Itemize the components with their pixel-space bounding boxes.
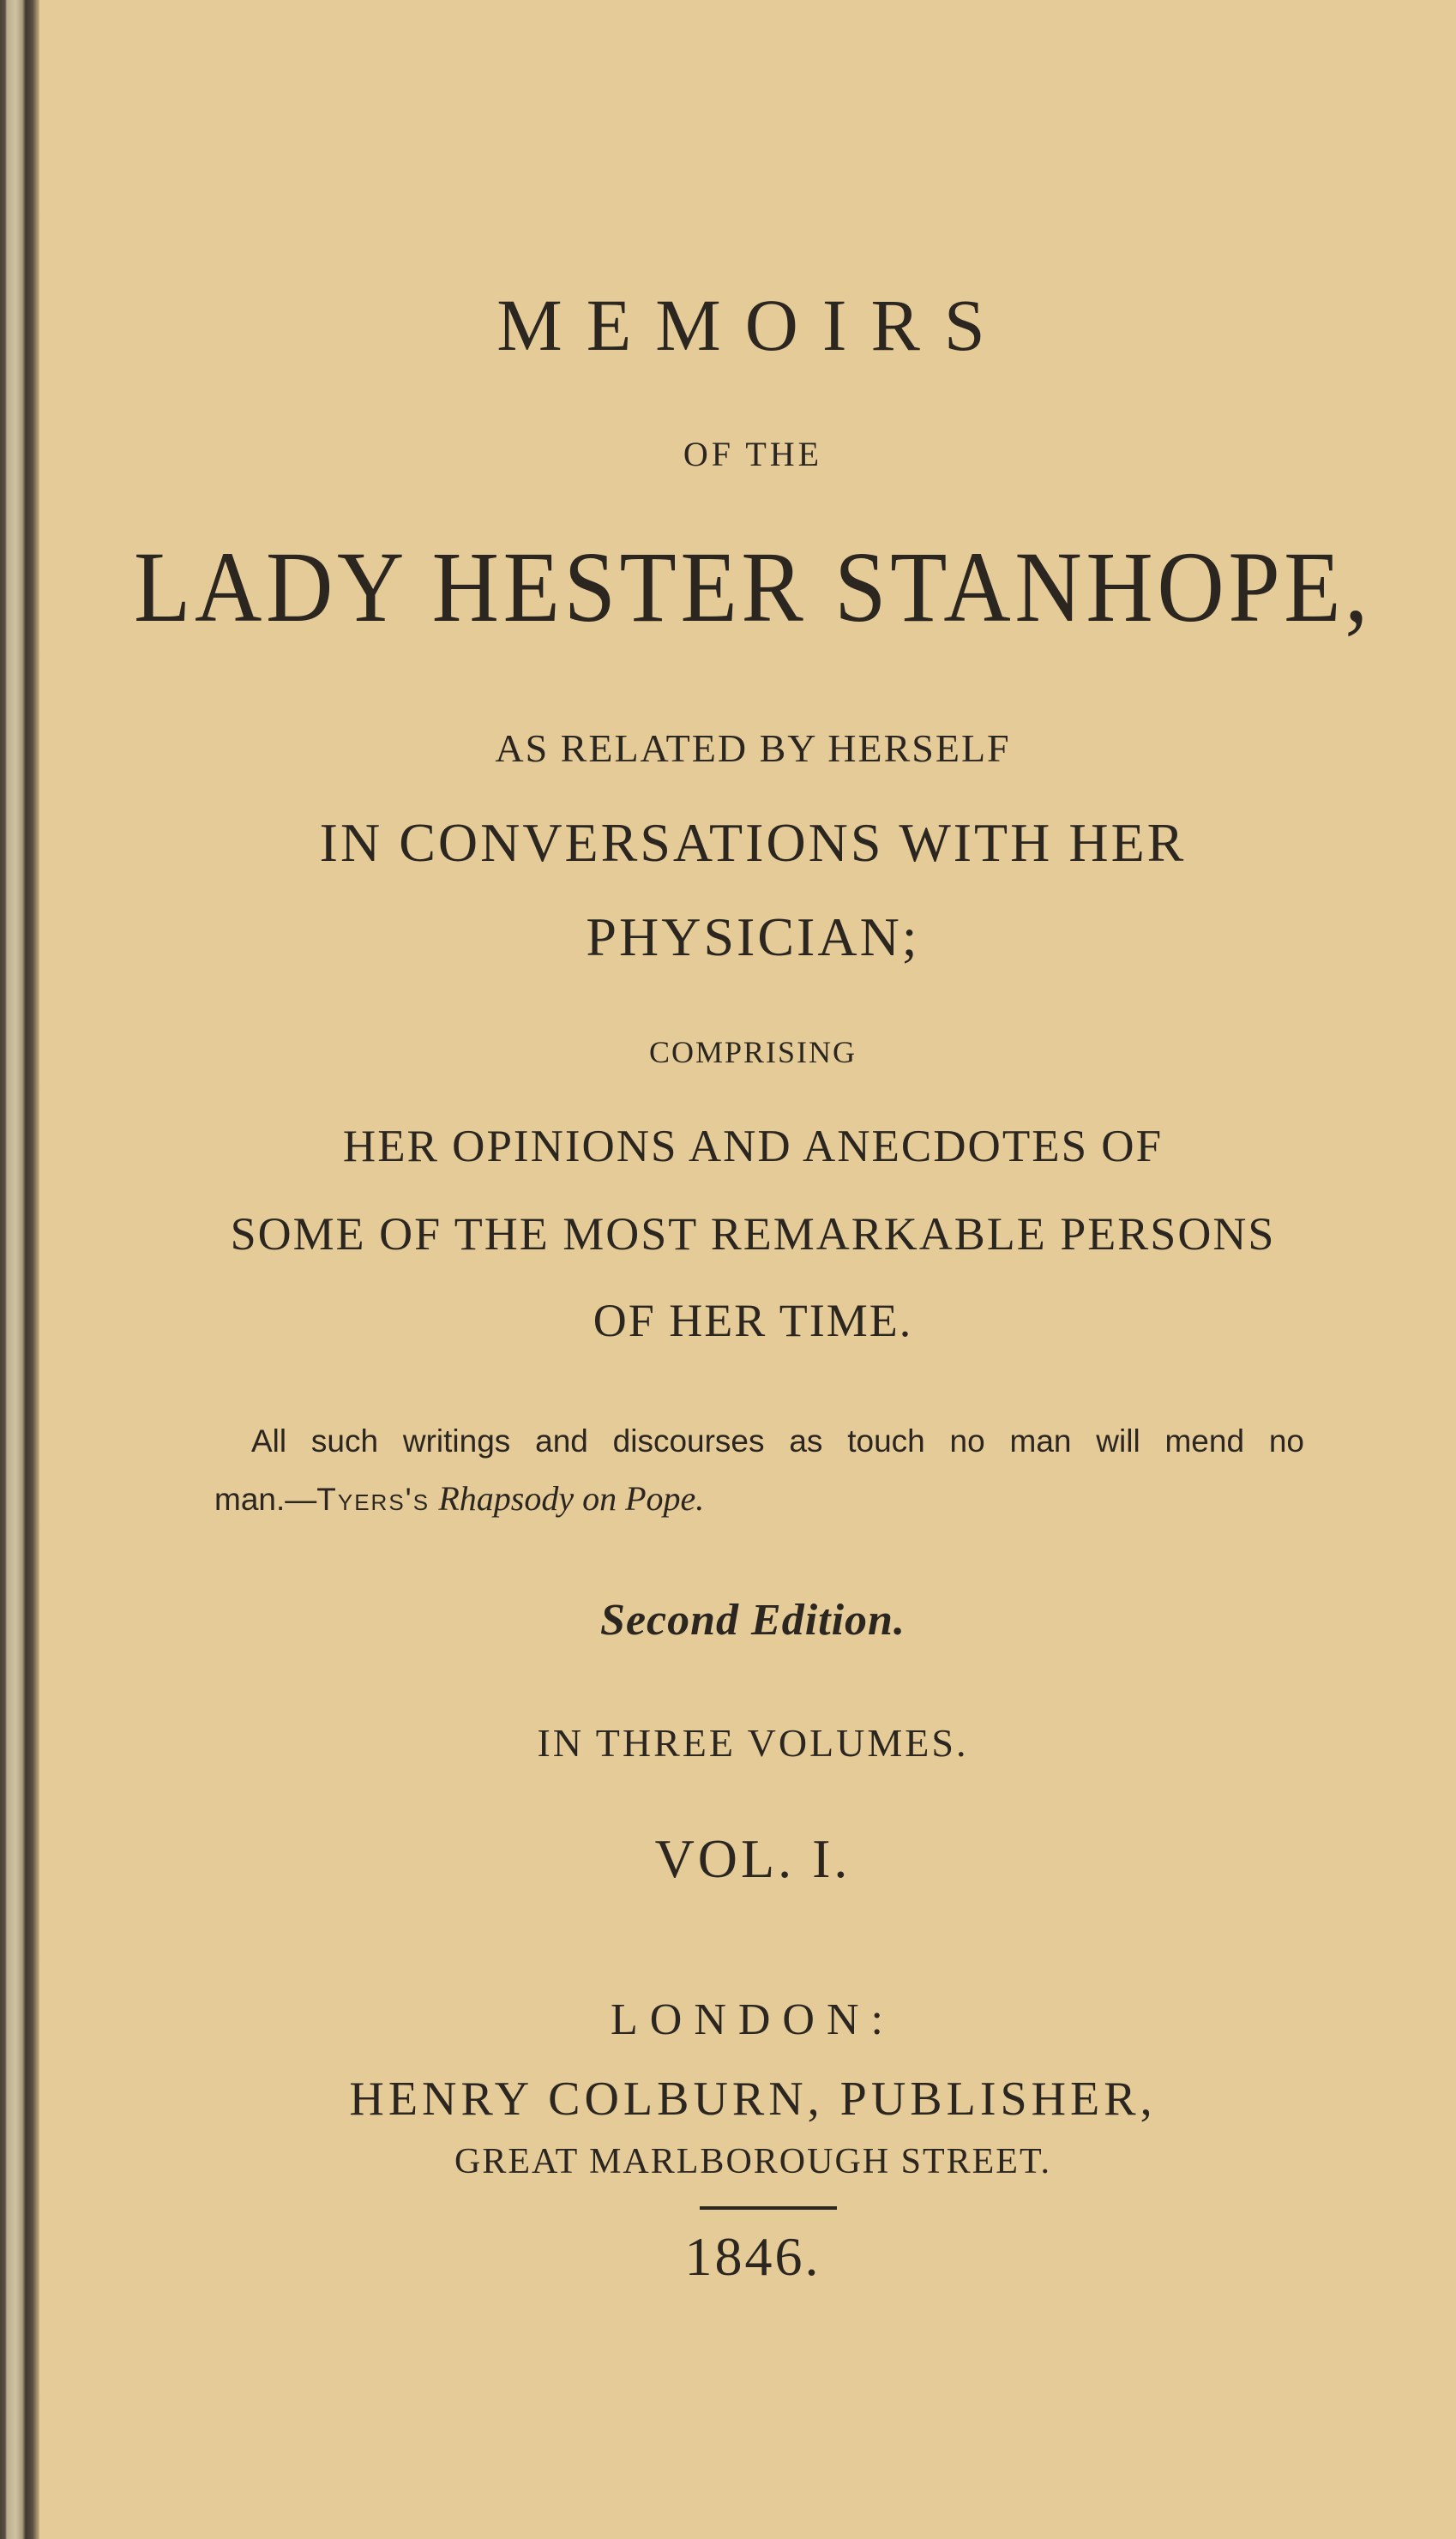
- comprising: COMPRISING: [648, 1035, 857, 1069]
- opinions-line: HER OPINIONS AND ANECDOTES OF: [342, 1122, 1164, 1171]
- main-title: MEMOIRS: [496, 284, 1009, 366]
- imprint-city: LONDON:: [611, 1995, 895, 2044]
- subject-name: LADY HESTER STANHOPE,: [134, 531, 1372, 643]
- imprint-publisher: HENRY COLBURN, PUBLISHER,: [349, 2073, 1157, 2126]
- book-binding-edge: [0, 0, 39, 2539]
- of-the: OF THE: [683, 435, 823, 473]
- epigraph-work: Rhapsody on Pope.: [438, 1479, 705, 1518]
- edition: Second Edition.: [600, 1596, 905, 1645]
- epigraph-author: Tyers's: [316, 1482, 430, 1517]
- subtitle-related: AS RELATED BY HERSELF: [495, 726, 1011, 770]
- epigraph-line-1: All such writings and discourses as touch no man will mend no: [251, 1423, 1304, 1459]
- volume-number: VOL. I.: [654, 1828, 851, 1889]
- divider-rule: [700, 2206, 837, 2210]
- subtitle-physician: PHYSICIAN;: [586, 906, 920, 967]
- imprint-street: GREAT MARLBOROUGH STREET.: [454, 2142, 1051, 2181]
- epigraph-text: man.—: [214, 1482, 317, 1517]
- imprint-year: 1846.: [684, 2226, 821, 2287]
- persons-line: SOME OF THE MOST REMARKABLE PERSONS: [230, 1208, 1276, 1260]
- time-line: OF HER TIME.: [593, 1295, 913, 1346]
- volumes-count: IN THREE VOLUMES.: [537, 1721, 969, 1765]
- epigraph-line-2: [214, 1479, 705, 1518]
- subtitle-conversations: IN CONVERSATIONS WITH HER: [319, 812, 1187, 873]
